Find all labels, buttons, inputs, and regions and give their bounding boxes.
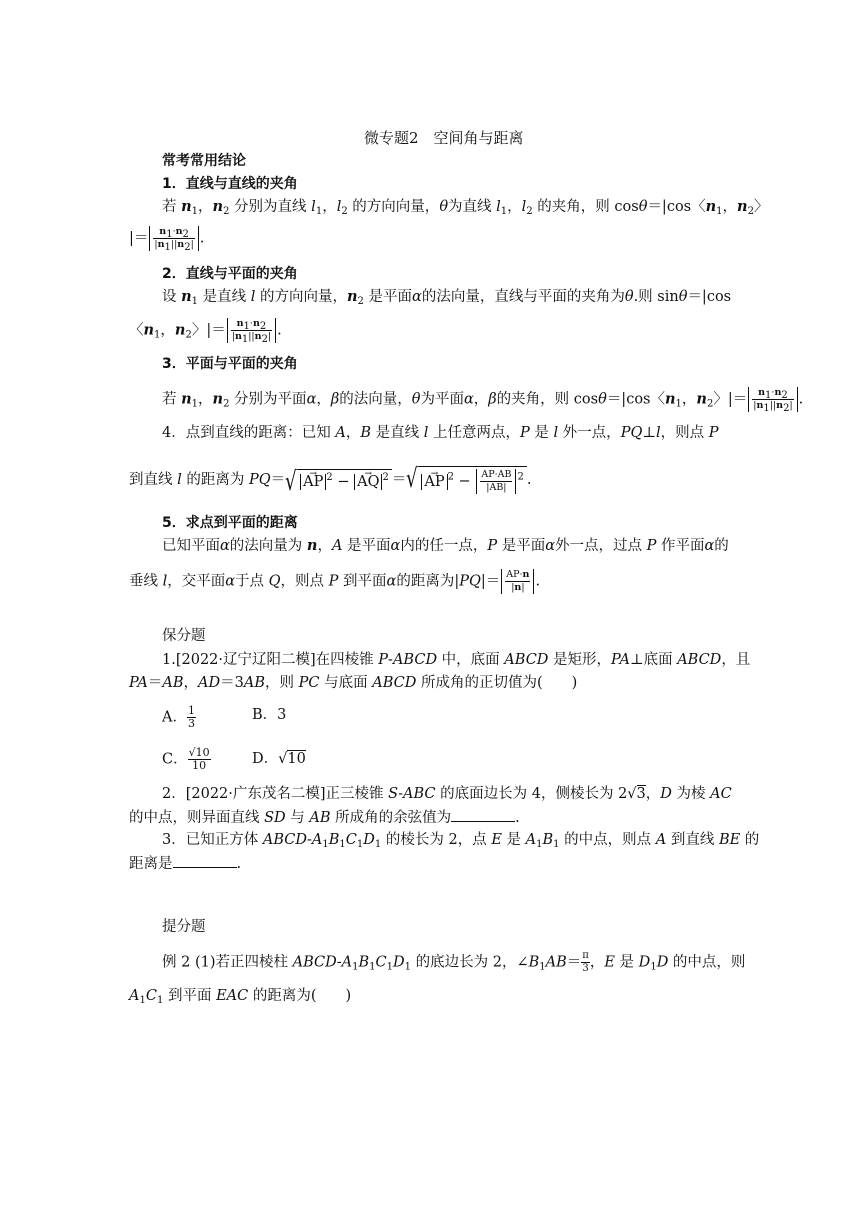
question-1-line-2: PA＝AB，AD＝3AB，则 PC 与底面 ABCD 所成角的正切值为( ) [129, 675, 578, 691]
answer-blank[interactable] [173, 853, 237, 868]
question-1-option-c: C． $\frac{√10}{10}$ [162, 746, 210, 772]
text-point-line-distance: 4．点到直线的距离：已知 A，B 是直线 l 上任意两点，P 是 l 外一点，PQ⊥l，则点 P [162, 425, 719, 441]
text-line-plane-angle: 设 $n_1$ 是直线 l 的方向向量，$n_2$ 是平面α的法向量，直线与平面的夹角为θ.则 sinθ＝|cos [162, 288, 732, 307]
page-title: 微专题2 空间角与距离 [364, 129, 524, 147]
example-2-line-2: $A_1C_1$ 到平面 EAC 的距离为( ) [129, 988, 352, 1006]
text-line-line-angle: 若 $n_1$，$n_2$ 分别为直线 $l_1$，$l_2$ 的方向向量，θ为直线 $l_1$，$l_2$ 的夹角，则 cosθ＝|cos〈$n_1$，$n_2$〉 [162, 198, 769, 217]
section-heading-improve: 提分题 [162, 919, 206, 935]
answer-blank[interactable] [451, 807, 515, 822]
heading-point-plane-distance: 5．求点到平面的距离 [162, 515, 298, 531]
section-heading-basic: 保分题 [162, 628, 206, 644]
heading-line-plane-angle: 2．直线与平面的夹角 [162, 266, 298, 282]
question-1-line-1: 1.[2022·辽宁辽阳二模]在四棱锥 P-ABCD 中，底面 ABCD 是矩形，PA⊥底面 ABCD，且 [162, 652, 751, 668]
section-heading-common: 常考常用结论 [162, 153, 246, 169]
example-2-line-1: 例 2 (1)若正四棱柱 ABCD-$A_1B_1C_1D_1$ 的底边长为 2，$\angle B_1AB=$ $\frac{\pi}{3}$ ，E 是 $D_1D$ 的中点，则 [162, 950, 746, 974]
question-1-option-b: B．3 [252, 707, 287, 723]
formula-point-plane-distance: 垂线 l，交平面α于点 Q，则点 P 到平面α的距离为|PQ|＝ $\frac{AP\cdot n}{|n|}$ . [129, 569, 541, 593]
question-3-line-1: 3．已知正方体 ABCD-$A_1B_1C_1D_1$ 的棱长为 2，点 E 是 $A_1B_1$ 的中点，则点 A 到直线 BE 的 [162, 832, 760, 850]
formula-point-line-distance: 到直线 l 的距离为 PQ＝ √ → AP $^2$ − → AQ $^2$ ＝ √ → AP $^2$ − $\frac{AP\cdot AB}{|AB|}$ $^2$ . [129, 466, 531, 494]
heading-line-line-angle: 1．直线与直线的夹角 [162, 176, 298, 192]
text-plane-plane-angle: 若 $n_1$，$n_2$ 分别为平面α，β的法向量，θ为平面α，β的夹角，则 cosθ＝|cos〈$n_1$，$n_2$〉|＝ $\frac{n_1\cdot n_2}{|n_1||n_2|}$ . [162, 387, 804, 414]
formula-line-line-angle: |＝ $\frac{n_1\cdot n_2}{|n_1||n_2|}$ . [129, 226, 205, 253]
question-2-line-1: 2．[2022·广东茂名二模]正三棱锥 S-ABC 的底面边长为 4，侧棱长为 2√3，D 为棱 AC [162, 786, 732, 802]
heading-plane-plane-angle: 3．平面与平面的夹角 [162, 356, 298, 372]
question-1-option-a: A． $\frac{1}{3}$ [162, 704, 195, 730]
question-3-line-2: 距离是 . [129, 853, 241, 874]
text-point-plane-distance: 已知平面α的法向量为 n，A 是平面α内的任一点，P 是平面α外一点，过点 P 作平面α的 [162, 537, 729, 554]
formula-line-plane-angle: 〈$n_1$，$n_2$〉|＝ $\frac{n_1\cdot n_2}{|n_1||n_2|}$ . [129, 318, 282, 345]
question-2-line-2: 的中点，则异面直线 SD 与 AB 所成角的余弦值为 . [129, 807, 520, 828]
question-1-option-d: D．√10 [252, 751, 306, 767]
